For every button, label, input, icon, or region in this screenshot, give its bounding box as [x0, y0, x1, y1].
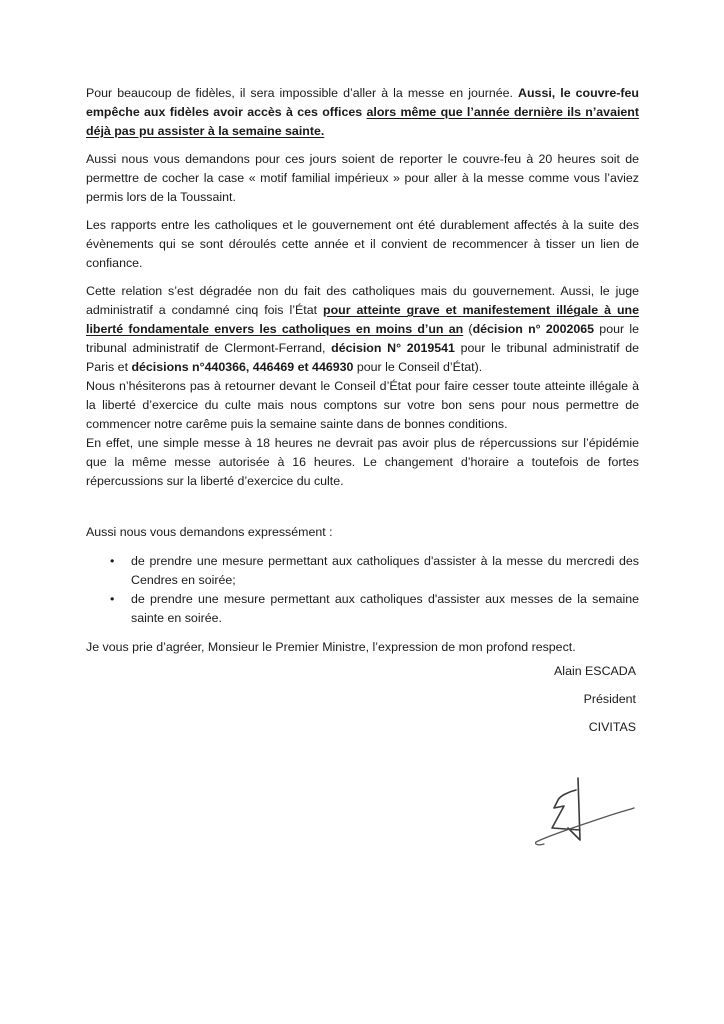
letter-body [86, 84, 639, 657]
paragraph-court-decisions [86, 282, 639, 377]
bullet-icon: • [110, 554, 115, 568]
text: pour le tribunal administratif de Paris et [86, 341, 640, 374]
paragraph-conseil-etat: Nous n’hésiterons pas à retourner devant le Conseil d’État pour faire cesser toute atteinte illégale à la liberté d’exercice du culte mais nous comptons sur votre bon sens pour nous permettre de commencer notre carême puis la semaine sainte dans de bonnes conditions. [86, 379, 639, 431]
signatory-title: Président [583, 692, 636, 706]
request-list [86, 552, 639, 628]
list-item-text: de prendre une mesure permettant aux catholiques d'assister aux messes de la semaine sainte en soirée. [131, 592, 639, 625]
text: pour le Conseil d’État). [353, 360, 483, 374]
list-item [86, 590, 639, 628]
paragraph-curfew [86, 84, 639, 141]
list-item [86, 552, 639, 590]
underlined-bold-text: alors même que l’année dernière ils n’avaient déjà pas pu assister à la semaine sainte. [86, 105, 639, 138]
text: Cette relation s’est dégradée non du fait des catholiques mais du gouvernement. Aussi, le juge administratif a condamné cinq fois l’État [86, 284, 639, 317]
text: ( [463, 322, 473, 336]
signatory-name: Alain ESCADA [554, 664, 636, 678]
underlined-bold-text: pour atteinte grave et manifestement illégale à une liberté fondamentale envers les catholiques en moins d’un an [86, 303, 639, 336]
handwritten-signature-icon [508, 770, 648, 870]
decision-ref: décision N° 2019541 [331, 341, 455, 355]
closing-formula: Je vous prie d’agréer, Monsieur le Premier Ministre, l’expression de mon profond respect. [86, 640, 576, 654]
list-item-text: de prendre une mesure permettant aux catholiques d'assister à la messe du mercredi des Cendres en soirée; [131, 554, 639, 587]
paragraph-request-20h: Aussi nous vous demandons pour ces jours soient de reporter le couvre-feu à 20 heures soit de permettre de cocher la case « motif familial impérieux » pour aller à la messe comme vous l’aviez permis lors de la Toussaint. [86, 152, 639, 204]
bullet-icon: • [110, 592, 115, 606]
bold-text: Aussi, le couvre-feu empêche aux fidèles avoir accès à ces offices [86, 86, 639, 119]
signatory-organization: CIVITAS [588, 720, 636, 734]
text: pour le tribunal administratif de Clermont-Ferrand, [86, 322, 639, 355]
signature-block [554, 662, 636, 746]
text: Pour beaucoup de fidèles, il sera impossible d’aller à la messe en journée. [86, 86, 519, 100]
paragraph-request-intro: Aussi nous vous demandons expressément : [86, 525, 333, 539]
paragraph-schedule: En effet, une simple messe à 18 heures ne devrait pas avoir plus de répercussions sur l’épidémie que la même messe autorisée à 16 heures. Le changement d’horaire a toutefois de fortes répercussions sur la liberté d’exercice du culte. [86, 436, 639, 488]
paragraph-relations: Les rapports entre les catholiques et le gouvernement ont été durablement affectés à la suite des évènements qui se sont déroulés cette année et il convient de recommencer à tisser un lien de confiance. [86, 218, 639, 270]
decision-ref: décision n° 2002065 [472, 322, 595, 336]
decision-ref: décisions n°440366, 446469 et 446930 [131, 360, 354, 374]
